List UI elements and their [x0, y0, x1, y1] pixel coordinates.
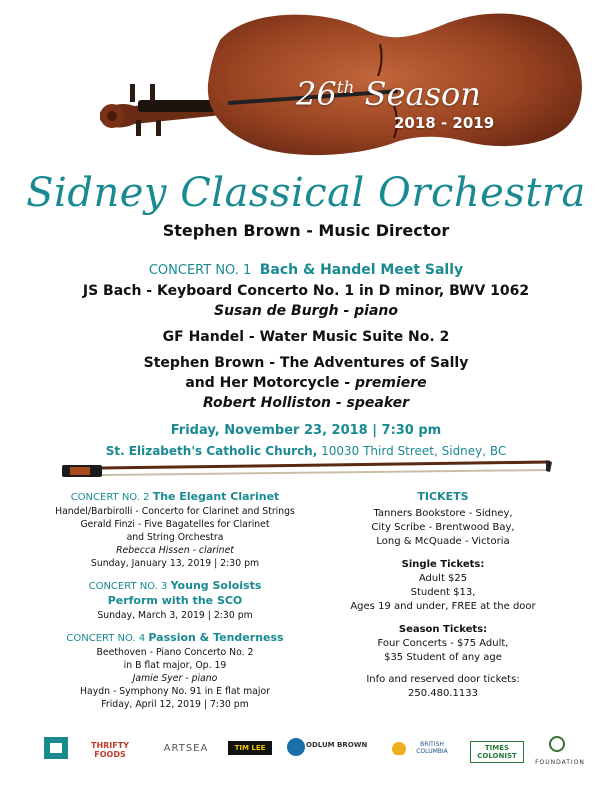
times-colonist-logo: TIMES COLONIST: [470, 741, 524, 763]
tickets-column: TICKETS Tanners Bookstore - Sidney, City Scribe - Brentwood Bay, Long & McQuade - Victoria Single Tickets: Adult $25 Student $13, Ages 19 and under, FREE at the door Season Tickets: Four Concerts - $75 Adult, $35 Student of any age Info and reserved door tickets: 250.480.1133: [330, 490, 556, 701]
victoria-foundation-logo: FOUNDATION: [535, 759, 585, 766]
concert-1-heading: CONCERT NO. 1 Bach & Handel Meet Sally: [148, 262, 464, 278]
sidney-logo-icon: [40, 735, 80, 775]
concert-1-performer: Susan de Burgh - piano: [213, 303, 398, 319]
season-tickets-heading: Season Tickets:: [398, 624, 488, 635]
concert-1-speaker: Robert Holliston - speaker: [202, 395, 410, 411]
concert-3-date: Sunday, March 3, 2019 | 2:30 pm: [97, 610, 253, 621]
thrifty-foods-logo: THRIFTY FOODS: [90, 741, 129, 759]
bow-icon: [62, 458, 552, 480]
ticket-phone: 250.480.1133: [408, 688, 478, 699]
concert-1-piece-3: Stephen Brown - The Adventures of Sally: [143, 355, 469, 371]
orchestra-title: Sidney Classical Orchestra: [26, 170, 586, 216]
tim-lee-logo: TIM LEE: [228, 741, 272, 755]
concerts-column: [44, 490, 306, 720]
concert-4: CONCERT NO. 4 Passion & Tenderness Beethoven - Piano Concerto No. 2 in B flat major, Op. 19 Jamie Syer - piano Haydn - Symphony No. 91 in E flat major Friday, April 12, 2019 | 7:30 pm: [44, 631, 306, 711]
concert-2-date: Sunday, January 13, 2019 | 2:30 pm: [90, 558, 260, 569]
hero-banner: [0, 0, 612, 168]
music-director: Stephen Brown - Music Director: [162, 221, 450, 240]
concert-1: [0, 260, 612, 461]
concert-1-piece-2: GF Handel - Water Music Suite No. 2: [162, 329, 450, 345]
concert-1-piece-1: JS Bach - Keyboard Concerto No. 1 in D minor, BWV 1062: [82, 283, 530, 299]
sponsor-bar: [0, 733, 612, 783]
single-tickets-heading: Single Tickets:: [401, 559, 485, 570]
season-heading: 26th Season: [296, 75, 481, 113]
artsea-logo: ARTSEA: [163, 743, 209, 754]
odlum-brown-logo: ODLUM BROWN: [306, 741, 368, 749]
tickets-heading: TICKETS: [417, 490, 469, 503]
concert-1-piece-3-cont: and Her Motorcycle - premiere: [185, 375, 427, 391]
bc-sun-icon: [388, 737, 410, 755]
concert-2: CONCERT NO. 2 The Elegant Clarinet Handel/Barbirolli - Concerto for Clarinet and Strings Gerald Finzi - Five Bagatelles for Clarinet and String Orchestra Rebecca Hissen - clarinet Sunday, January 13, 2019 | 2:30 pm: [44, 490, 306, 570]
concert-1-date: Friday, November 23, 2018 | 7:30 pm: [170, 423, 442, 438]
concert-1-venue: St. Elizabeth's Catholic Church, 10030 Third Street, Sidney, BC: [105, 444, 507, 458]
ticket-info: Info and reserved door tickets:: [366, 674, 520, 685]
season-years: 2018 - 2019: [394, 114, 495, 132]
odlum-logo-icon: [286, 737, 306, 757]
british-columbia-logo: BRITISH COLUMBIA: [416, 741, 448, 755]
concert-3: CONCERT NO. 3 Young Soloists Perform with the SCO Sunday, March 3, 2019 | 2:30 pm: [44, 579, 306, 622]
victoria-foundation-icon: [548, 735, 566, 753]
concert-4-date: Friday, April 12, 2019 | 7:30 pm: [101, 699, 249, 710]
